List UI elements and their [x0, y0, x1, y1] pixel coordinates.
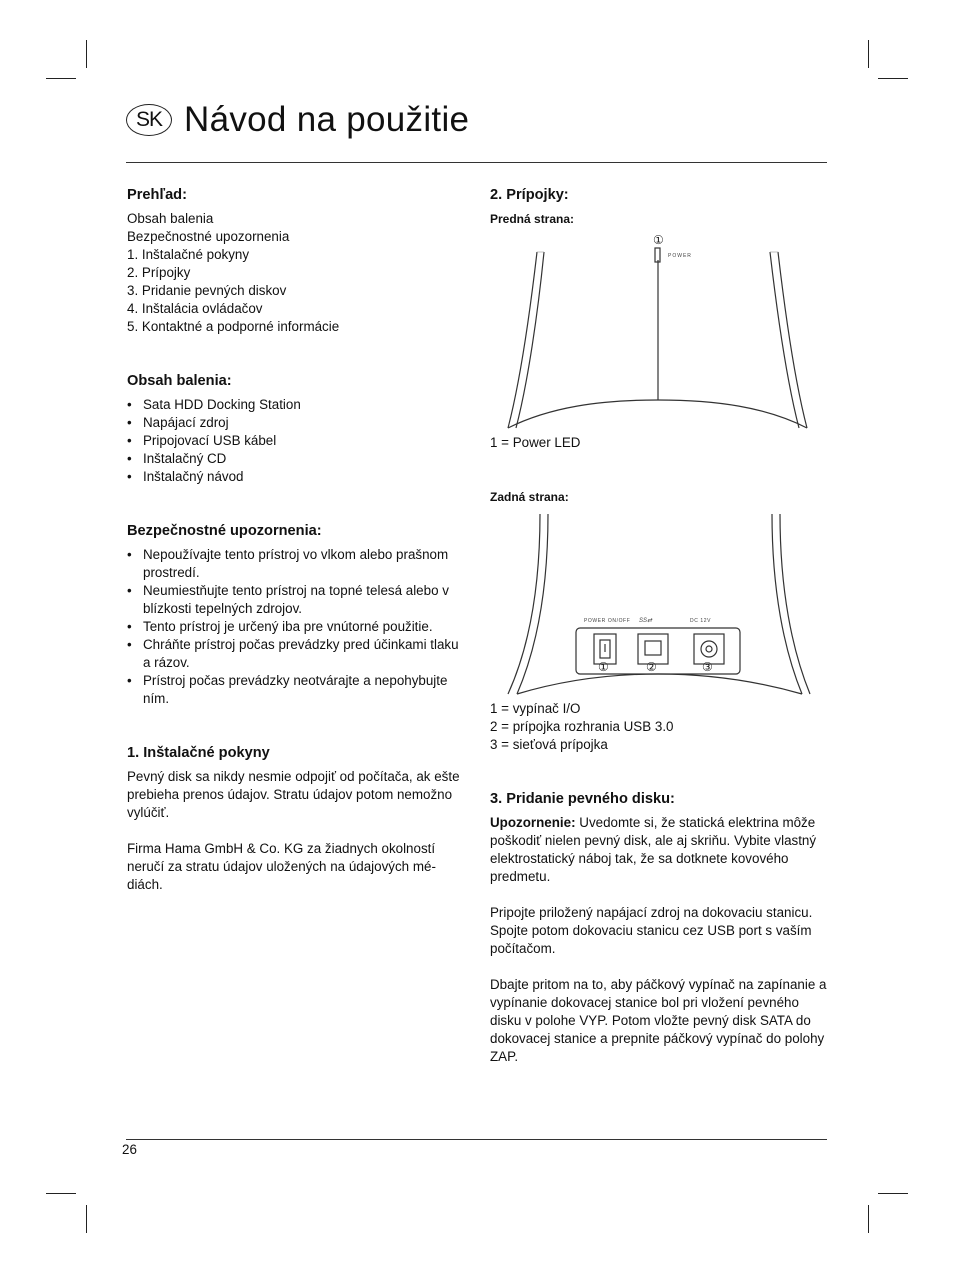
install-heading: 1. Inštalačné pokyny: [127, 745, 270, 761]
add-disk-paragraph: Pripojte priložený napájací zdroj na dokovaciu stanicu. Spojte potom dokovaciu stanicu cez USB port s vaším počítačom.: [490, 905, 813, 956]
crop-mark: [46, 1193, 76, 1194]
language-badge: SK: [126, 104, 172, 136]
front-view-drawing: [490, 232, 830, 438]
list-item: 5. Kontaktné a podporné informácie: [127, 319, 340, 334]
back-view-drawing: [490, 510, 830, 696]
list-item: 3. Pridanie pevných diskov: [127, 283, 287, 298]
list-item: • Nepoužívajte tento prístroj vo vlkom alebo prašnom prostredí.: [127, 546, 467, 582]
crop-mark: [86, 1205, 87, 1233]
page-title: Návod na použitie: [184, 100, 470, 139]
list-item: • Inštalačný CD: [127, 450, 467, 468]
back-callout-3: ③: [702, 660, 713, 674]
front-subheading: Predná strana:: [490, 212, 575, 226]
back-subheading: Zadná strana:: [490, 490, 569, 504]
list-item: • Pripojovací USB kábel: [127, 432, 467, 450]
front-view-figure: [490, 232, 830, 438]
list-item: • Prístroj počas prevádzky neotvárajte a nepohybujte ním.: [127, 672, 467, 708]
list-item: • Napájací zdroj: [127, 414, 467, 432]
overview-list: [127, 210, 467, 336]
overview-heading: Prehľad:: [127, 187, 187, 203]
back-view-figure: [490, 510, 830, 696]
panel-label-power: POWER ON/OFF: [584, 618, 631, 624]
front-callout-1: ①: [653, 233, 664, 247]
crop-mark: [46, 78, 76, 79]
crop-mark: [878, 1193, 908, 1194]
install-paragraph: Pevný disk sa nikdy nesmie odpojiť od počítača, ak ešte prebieha prenos údajov. Stratu údajov potom nemožno vylúčiť.: [127, 769, 460, 820]
list-item: • Chráňte prístroj počas prevádzky pred účinkami tlaku a rázov.: [127, 636, 467, 672]
list-item: • Sata HDD Docking Station: [127, 396, 467, 414]
list-item: • Inštalačný návod: [127, 468, 467, 486]
list-item: • Tento prístroj je určený iba pre vnútorné použitie.: [127, 618, 467, 636]
footer-rule: [126, 1139, 827, 1140]
front-legend-item: 1 = Power LED: [490, 435, 581, 450]
panel-label-dc: DC 12V: [690, 618, 712, 624]
list-item: • Neumiestňujte tento prístroj na topné telesá alebo v blízkosti tepelných zdrojov.: [127, 582, 467, 618]
package-list: [127, 396, 467, 486]
add-disk-paragraph: Dbajte pritom na to, aby páčkový vypínač na zapínanie a vypínanie dokovacej stanice bol pri vložení pevného disku v polohe VYP. Potom vložte pevný disk SATA do dokovacej stanice a prepnite páčkový vypínač do polohy ZAP.: [490, 977, 827, 1064]
back-legend-item: 2 = prípojka rozhrania USB 3.0: [490, 719, 674, 734]
back-callout-1: ①: [598, 660, 609, 674]
note-text: Uvedomte si, že statická elektrina môže poškodiť nielen pevný disk, ale aj skriňu. Vybite vlastný elektrostatický náboj tak, že sa dotknete kovového predmetu.: [490, 815, 817, 884]
list-item: 2. Prípojky: [127, 265, 191, 280]
power-label: POWER: [668, 253, 692, 259]
crop-mark: [868, 40, 869, 68]
list-item: 1. Inštalačné pokyny: [127, 247, 250, 262]
left-column: [127, 186, 467, 894]
back-legend-item: 1 = vypínač I/O: [490, 701, 581, 716]
note-label: Upozornenie:: [490, 815, 576, 830]
right-column: [490, 186, 830, 1066]
crop-mark: [878, 78, 908, 79]
back-legend-item: 3 = sieťová prípojka: [490, 737, 608, 752]
panel-label-usb: SS⇄: [639, 618, 653, 624]
page-header: [126, 100, 469, 140]
back-callout-2: ②: [646, 660, 657, 674]
safety-heading: Bezpečnostné upozornenia:: [127, 523, 322, 539]
header-rule: [126, 162, 827, 163]
install-disclaimer: Firma Hama GmbH & Co. KG za žiadnych okolností neručí za stratu údajov uložených na údajových mé-diách.: [127, 841, 436, 892]
crop-mark: [868, 1205, 869, 1233]
list-item: 4. Inštalácia ovládačov: [127, 301, 263, 316]
ports-heading: 2. Prípojky:: [490, 187, 569, 203]
add-disk-heading: 3. Pridanie pevného disku:: [490, 791, 675, 807]
safety-list: [127, 546, 467, 708]
add-disk-note: [490, 814, 830, 886]
page-number: 26: [122, 1142, 137, 1157]
list-item: Obsah balenia: [127, 211, 214, 226]
package-heading: Obsah balenia:: [127, 373, 232, 389]
crop-mark: [86, 40, 87, 68]
list-item: Bezpečnostné upozornenia: [127, 229, 290, 244]
back-legend: [490, 700, 830, 754]
